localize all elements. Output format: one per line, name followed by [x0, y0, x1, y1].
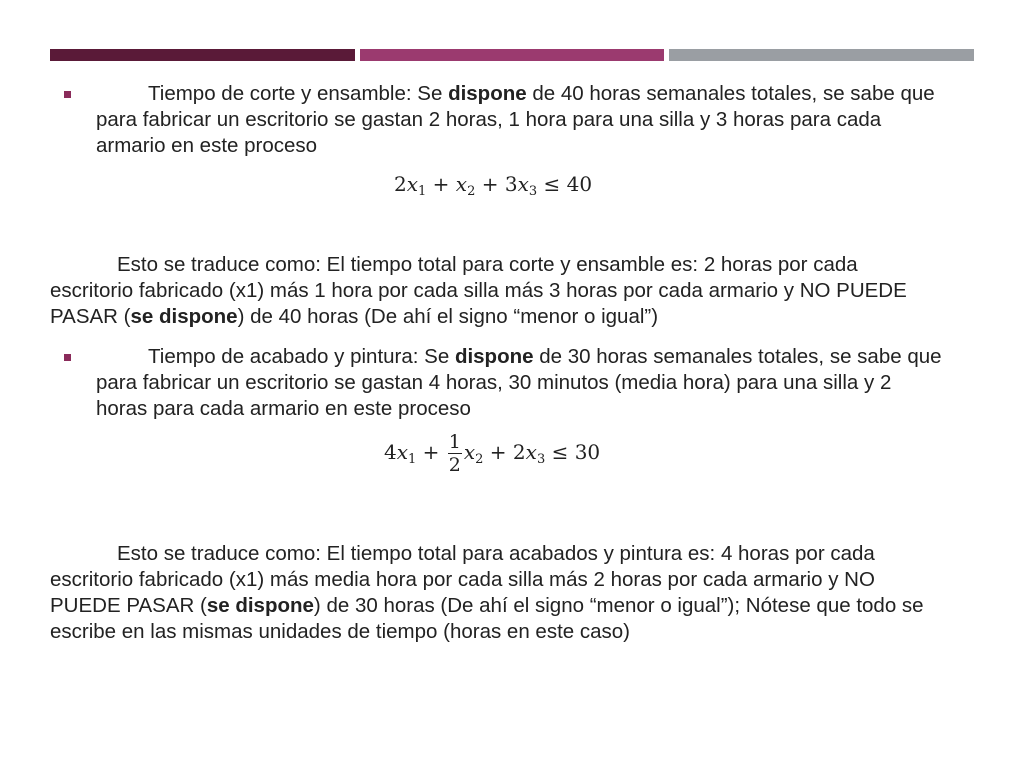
- para2-bold: se dispone: [206, 594, 314, 617]
- explanation-corte: [50, 252, 940, 330]
- para2-rest: ) de 30 horas (De ahí el signo “menor o igual”); Nótese que todo se escribe en las mismas unidades de tiempo (horas en este caso): [50, 594, 924, 643]
- bullet-corte-ensamble: [96, 81, 946, 159]
- bullet2-rest: de 30 horas semanales totales, se sabe que para fabricar un escritorio se gastan 4 horas, 30 minutos (media hora) para una silla y 2 horas para cada armario en este proceso: [96, 345, 942, 420]
- bullet-acabado-pintura: [96, 344, 946, 422]
- formula-corte: $2x_1 + x_2 + 3x_3 \le 40$: [394, 172, 593, 199]
- para2-lead: Esto se traduce como: El tiempo total para acabados y pintura es: 4 horas por cada escritorio fabricado (x1) más media hora por cada silla más 2 horas por cada armario y NO PUEDE PASAR (: [50, 542, 875, 617]
- explanation-acabado: [50, 541, 940, 645]
- fraction-one-half: $\frac{1}{2}$: [448, 431, 461, 476]
- square-bullet-icon: [64, 354, 71, 361]
- formula-acabado: $4x_1$ + $\frac{1}{2}$ $x_2 + 2x_3 \le 30$: [384, 431, 601, 476]
- square-bullet-icon: [64, 91, 71, 98]
- para1-bold: se dispone: [130, 305, 238, 328]
- bullet2-bold: dispone: [454, 345, 534, 368]
- para1-rest: ) de 40 horas (De ahí el signo “menor o igual”): [237, 305, 659, 328]
- bullet1-rest: de 40 horas semanales totales, se sabe que para fabricar un escritorio se gastan 2 horas, 1 hora para una silla y 3 horas para cada armario en este proceso: [96, 82, 935, 157]
- bullet2-lead: Tiempo de acabado y pintura: Se: [148, 345, 455, 368]
- bullet1-lead: Tiempo de corte y ensamble: Se: [148, 82, 449, 105]
- para1-lead: Esto se traduce como: El tiempo total para corte y ensamble es: 2 horas por cada escritorio fabricado (x1) más 1 hora por cada silla más 3 horas por cada armario y NO PUEDE PASAR (: [50, 253, 907, 328]
- bullet1-bold: dispone: [448, 82, 527, 105]
